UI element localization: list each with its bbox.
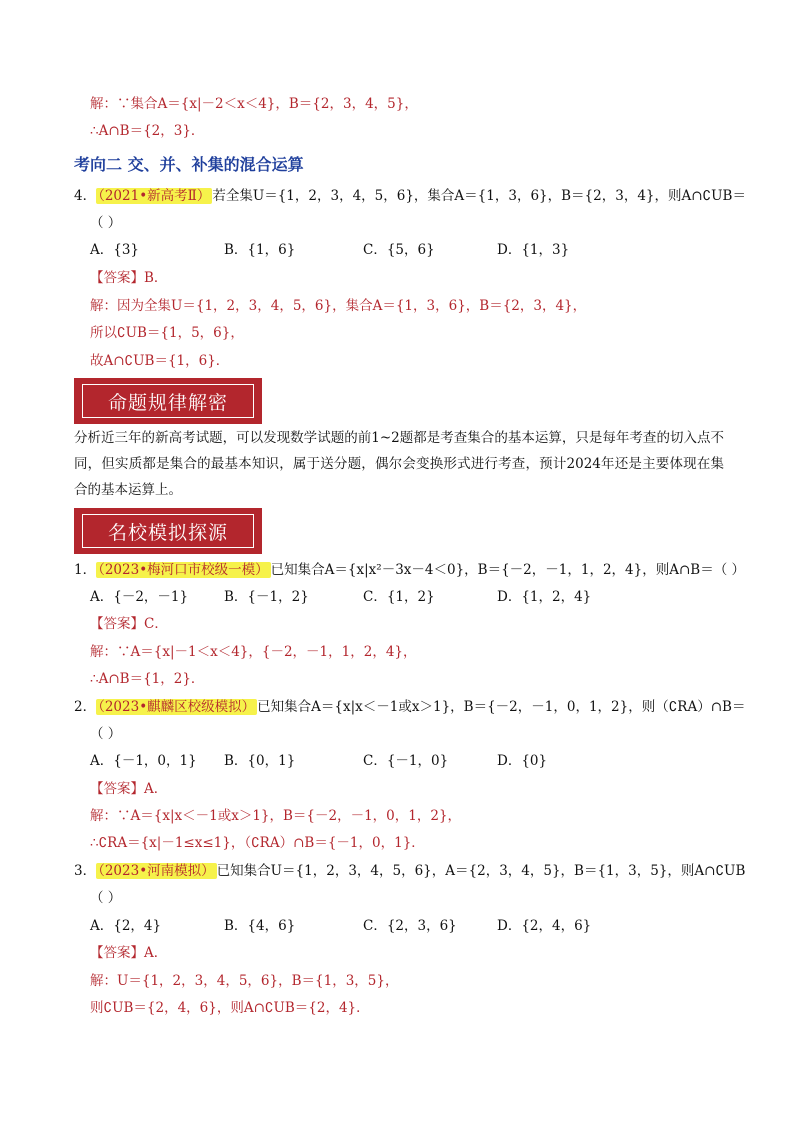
solution-line: ∴A∩B＝{1，2}． (90, 671, 205, 687)
question-2 (74, 697, 745, 717)
option-c: C．{2，3，6} (363, 918, 457, 934)
answer-key: 【答案】B． (90, 270, 168, 286)
analysis-paragraph: 分析近三年的新高考试题，可以发现数学试题的前1~2题都是考查集合的基本运算，只是每年考查的切入点不同，但实质都是集合的最基本知识，属于送分题，偶尔会变换形式进行考查，预计2024年还是主要体现在集合的基本运算上。 (74, 430, 724, 498)
question-number: 1． (74, 562, 97, 578)
option-c: C．{5，6} (363, 242, 435, 258)
question-3 (74, 861, 745, 881)
section-title: 考向二 交、并、补集的混合运算 (74, 155, 304, 174)
solution-line: ∴A∩B＝{2，3}． (90, 123, 205, 139)
option-a: A．{3} (90, 242, 140, 258)
section-banner (74, 378, 262, 424)
question-text: 已知集合U＝{1，2，3，4，5，6}，A＝{2，3，4，5}，B＝{1，3，5}，则A∩∁UB (216, 863, 746, 879)
answer-key: 【答案】A． (90, 781, 168, 797)
option-b: B．{4，6} (224, 918, 296, 934)
solution-line: 所以∁UB＝{1，5，6}， (90, 325, 244, 341)
source-tag: （2023•梅河口市校级一模） (98, 562, 269, 578)
option-b: B．{－1，2} (224, 589, 309, 605)
banner-label: 名校模拟探源 (82, 514, 254, 548)
option-a: A．{2，4} (90, 918, 162, 934)
answer-parenthesis: （ ） (90, 726, 122, 742)
solution-line: 解：∵集合A＝{x|－2＜x＜4}，B＝{2，3，4，5}， (90, 96, 418, 112)
option-b: B．{1，6} (224, 242, 296, 258)
section-banner (74, 508, 262, 554)
solution-line: ∴∁RA＝{x|－1≤x≤1}，（∁RA）∩B＝{－1，0，1}． (90, 835, 425, 851)
option-d: D．{0} (497, 753, 548, 769)
question-1 (74, 560, 745, 580)
question-number: 2． (74, 699, 97, 715)
question-number: 4． (74, 188, 97, 204)
solution-line: 解：∵A＝{x|－1＜x＜4}，{－2，－1，1，2，4}， (90, 644, 417, 660)
answer-key: 【答案】C． (90, 616, 168, 632)
banner-label: 命题规律解密 (82, 384, 254, 418)
answer-parenthesis: （ ） (90, 215, 122, 231)
solution-line: 故A∩∁UB＝{1，6}． (90, 353, 230, 369)
option-d: D．{1，3} (497, 242, 570, 258)
option-d: D．{2，4，6} (497, 918, 592, 934)
solution-line: 解：因为全集U＝{1，2，3，4，5，6}，集合A＝{1，3，6}，B＝{2，3，4}， (90, 298, 587, 314)
option-c: C．{1，2} (363, 589, 435, 605)
source-tag: （2023•河南模拟） (98, 863, 215, 879)
question-text: 已知集合A＝{x|x²－3x－4＜0}，B＝{－2，－1，1，2，4}，则A∩B＝（ ） (270, 562, 745, 578)
solution-line: 则∁UB＝{2，4，6}，则A∩∁UB＝{2，4}． (90, 1000, 370, 1016)
question-4 (74, 186, 746, 206)
answer-key: 【答案】A． (90, 945, 168, 961)
solution-line: 解：U＝{1，2，3，4，5，6}，B＝{1，3，5}， (90, 973, 399, 989)
solution-line: 解：∵A＝{x|x＜－1或x＞1}，B＝{－2，－1，0，1，2}， (90, 808, 462, 824)
answer-parenthesis: （ ） (90, 890, 122, 906)
question-number: 3． (74, 863, 97, 879)
option-a: A．{－1，0，1} (90, 753, 197, 769)
option-d: D．{1，2，4} (497, 589, 592, 605)
question-text: 若全集U＝{1，2，3，4，5，6}，集合A＝{1，3，6}，B＝{2，3，4}，则A∩∁UB＝ (212, 188, 746, 204)
source-tag: （2021•新高考Ⅱ） (98, 188, 211, 204)
question-text: 已知集合A＝{x|x＜－1或x＞1}，B＝{－2，－1，0，1，2}，则（∁RA）∩B＝ (257, 699, 746, 715)
option-a: A．{－2，－1} (90, 589, 189, 605)
option-c: C．{－1，0} (363, 753, 449, 769)
source-tag: （2023•麒麟区校级模拟） (98, 699, 256, 715)
option-b: B．{0，1} (224, 753, 296, 769)
